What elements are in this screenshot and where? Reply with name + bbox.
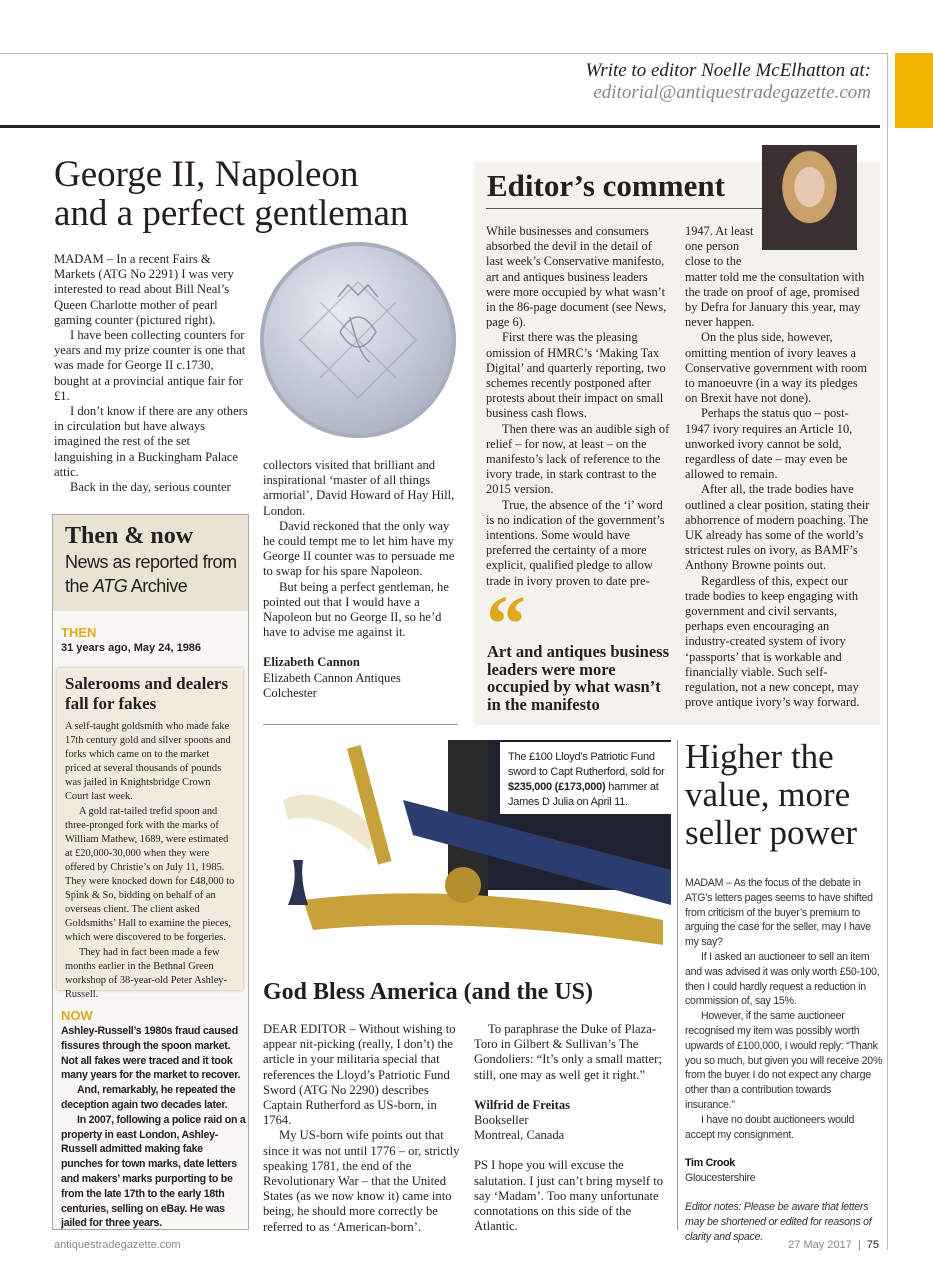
paragraph: First there was the pleasing omission of HMRC’s ‘Making Tax Digital’ and quarterly reporting, two schemes recently postponed after protests about their impact on small business cash flows.: [486, 330, 666, 421]
paragraph: However, if the same auctioneer recognised my item was possibly worth upwards of £100,000, I would reply: “Thank you so much, but given you will receive 20% from the buyer I do not expect any charge other than a contribution towards insurance.”: [685, 1010, 883, 1111]
quote-mark-icon: “: [486, 581, 526, 669]
clipping-body: [65, 720, 235, 1002]
editor-email[interactable]: editorial@antiquestradegazette.com: [593, 82, 871, 103]
letter3-headline: Higher the value, more seller power: [685, 737, 858, 852]
letter1-col1: [54, 252, 249, 495]
paragraph: MADAM – In a recent Fairs & Markets (ATG No 2291) I was very interested to read about Bill Neal’s Queen Charlotte mother of pearl gaming counter (pictured right).: [54, 252, 234, 327]
paragraph: David reckoned that the only way he could tempt me to let him have my George II counter was to persuade me to swap for his spare Napoleon.: [263, 518, 455, 579]
paragraph: While businesses and consumers absorbed the devil in the detail of last week’s Conservative manifesto, art and antiques business leaders were more occupied by what wasn’t in the 86-page document (see News, page 6).: [486, 224, 667, 330]
text-line: 1947. At least: [685, 224, 754, 238]
caption-text: The £100 Lloyd’s Patriotic Fund sword to Capt Rutherford, sold for: [508, 751, 665, 778]
signature-role: Bookseller: [474, 1113, 529, 1128]
paragraph: A gold rat-tailed trefid spoon and three-pronged fork with the marks of William Mathew, 1689, were estimated at £20,000-30,000 when they were offered by Christie’s on July 11, 1985. They were knocked down for £48,000 to Spink & So, bidding on behalf of an overseas client. The client asked Goldsmiths’ Hall to examine the pieces, which were discovered to be forgeries.: [65, 805, 235, 944]
letter1-col2: [263, 458, 460, 701]
paragraph: Regardless of this, expect our trade bodies to keep engaging with government and civil servants, perhaps even encouraging an industry-created system of ivory ‘passports’ that is workable and financially viable. Such self-regulation, not a new concept, may prove antique ivory’s way forward.: [685, 573, 860, 710]
headline-line: George II, Napoleon: [54, 154, 359, 195]
paragraph: Perhaps the status quo – post-1947 ivory requires an Article 10, unworked ivory cannot be sold, regardless of date – may even be allowed to remain.: [685, 406, 853, 482]
footer-page-info: [788, 1239, 879, 1251]
pull-quote: Art and antiques business leaders were more occupied by what wasn’t in the manifesto: [487, 642, 670, 714]
paragraph: collectors visited that brilliant and inspirational ‘master of all things armorial’, David Howard of Hay Hill, London.: [263, 458, 455, 518]
text-line: one person: [685, 239, 740, 254]
paragraph: MADAM – As the focus of the debate in ATG’s letters pages seems to have shifted from criticism of the buyer’s premium to arguing the case for the seller, may I have my say?: [685, 877, 873, 949]
subtitle-text: the: [65, 576, 94, 596]
paragraph: matter told me the consultation with the trade on proof of age, promised by Defra for January this year, may never happen.: [685, 269, 865, 330]
then-now-header: [53, 515, 248, 611]
then-label: THEN: [61, 625, 97, 640]
contact-line: Write to editor Noelle McElhatton at:: [585, 60, 871, 81]
paragraph: After all, the trade bodies have outlined a clear position, stating their abhorrence of modern poaching. The UK already has some of the world’s strictest rules on ivory, as BAMF’s Anthony Browne points out.: [685, 482, 870, 573]
issue-date: 27 May 2017: [788, 1239, 852, 1251]
paragraph: Ashley-Russell’s 1980s fraud caused fissures through the spoon market. Not all fakes were traced and it took many years for the market to recover.: [61, 1025, 241, 1082]
sword-caption: [508, 750, 668, 810]
then-now-subtitle: [65, 550, 248, 598]
news-clipping: [57, 668, 243, 1000]
letter3-body: [685, 876, 883, 1244]
paragraph: Then there was an audible sigh of relief – for now, at least – on the manifesto’s lack of reference to the ivory trade, in stark contrast to the 2015 version.: [486, 421, 670, 497]
editor-contact: [586, 60, 871, 104]
paragraph: On the plus side, however, omitting mention of ivory leaves a Conservative government with room to manoeuvre (in a way its pledges on Brexit have not done).: [685, 330, 868, 406]
coin-monogram-icon: [260, 242, 456, 438]
title-rule: [486, 208, 762, 209]
signature: Elizabeth Cannon: [263, 655, 360, 670]
paragraph: I have no doubt auctioneers would accept my consignment.: [685, 1113, 855, 1141]
editor-comment-title: Editor’s comment: [487, 168, 725, 203]
signature: Tim Crook: [685, 1157, 735, 1170]
subtitle-line: News as reported from: [65, 552, 237, 572]
paragraph: And, remarkably, he repeated the deception again two decades later.: [61, 1084, 236, 1111]
right-border: [887, 53, 888, 1250]
paragraph: In 2007, following a police raid on a property in east London, Ashley-Russell admitted making fake punches for town marks, date letters and makers’ marks purporting to be from the late 17th to the early 18th centuries, selling on eBay. He was jailed for three years.: [61, 1113, 246, 1230]
header-rule: [0, 125, 880, 128]
column-divider: [677, 740, 678, 1230]
subtitle-text: Archive: [127, 576, 188, 596]
separator: |: [857, 1239, 861, 1251]
paragraph: They had in fact been made a few months earlier in the Bethnal Green workshop of 38-year-old Peter Ashley-Russell.: [65, 946, 227, 1000]
paragraph: True, the absence of the ‘i’ word is no indication of the government’s intentions. Some would have preferred the certainty of a more explicit, qualified pledge to allow trade in ivory proven to date pre-: [486, 497, 665, 588]
letter2-col2: [474, 1022, 672, 1234]
page-number: 75: [866, 1239, 879, 1251]
editor-col1: [486, 224, 670, 589]
section-tab: [895, 53, 933, 128]
clipping-title: Salerooms and dealers fall for fakes: [65, 674, 229, 713]
then-now-title: Then & now: [65, 523, 194, 549]
signature-business: Elizabeth Cannon Antiques: [263, 670, 401, 685]
editor-col2: [685, 224, 870, 711]
divider: [263, 724, 458, 725]
now-label: NOW: [61, 1008, 93, 1023]
paragraph: A self-taught goldsmith who made fake 17th century gold and silver spoons and forks which came on to the market priced at several thousands of pounds was jailed in Knightsbridge Crown Court last week.: [65, 721, 231, 803]
footer-site[interactable]: antiquestradegazette.com: [54, 1239, 181, 1251]
letter2-headline: God Bless America (and the US): [263, 979, 593, 1005]
editor-note: Editor notes: Please be aware that letters may be shortened or edited for reasons of clarity and space.: [685, 1200, 872, 1243]
paragraph: DEAR EDITOR – Without wishing to appear nit-picking (really, I don’t) the article in your militaria special that references the Lloyd’s Patriotic Fund Sword (ATG No 2290) describes Captain Rutherford as US-born, in 1764.: [263, 1022, 456, 1128]
paragraph: To paraphrase the Duke of Plaza-Toro in Gilbert & Sullivan’s The Gondoliers: “It’s only a small matter; still, one may as well get it right.”: [474, 1022, 662, 1082]
letter1-headline: [54, 155, 408, 233]
then-date: 31 years ago, May 24, 1986: [61, 642, 202, 654]
text-line: close to the: [685, 254, 742, 269]
subtitle-italic: ATG: [93, 576, 128, 596]
headline-line: and a perfect gentleman: [54, 193, 409, 234]
signature: Wilfrid de Freitas: [474, 1097, 571, 1112]
paragraph: I don’t know if there are any others in circulation but have always imagined the rest of the set languishing in a Buckingham Palace attic.: [54, 404, 248, 479]
caption-text: hammer at James D Julia on April 11.: [508, 781, 659, 808]
paragraph: Back in the day, serious counter: [70, 480, 231, 495]
signature-location: Gloucestershire: [685, 1172, 756, 1185]
coin-image: [260, 242, 456, 438]
subtitle-line: [65, 574, 248, 598]
paragraph: I have been collecting counters for years and my prize counter is one that was made for George II c.1730, bought at a provincial antique fair for £1.: [54, 328, 246, 403]
paragraph: But being a perfect gentleman, he pointed out that I would have a Napoleon but no George II, so he’d have to advise me against it.: [263, 579, 449, 640]
postscript: PS I hope you will excuse the salutation. I just can’t bring myself to say ‘Madam’. Too many unfortunate connotations on this side of the Atlantic.: [474, 1158, 663, 1234]
now-body: [61, 1024, 246, 1231]
letter2-col1: [263, 1022, 463, 1235]
signature-location: Montreal, Canada: [474, 1128, 565, 1143]
caption-price: $235,000 (£173,000): [508, 781, 606, 793]
signature-location: Colchester: [263, 685, 317, 700]
paragraph: If I asked an auctioneer to sell an item and was advised it was only worth £50-100, then I could hardly request a reduction in commission of, say 15%.: [685, 950, 880, 1008]
paragraph: My US-born wife points out that since it was not until 1776 – or, strictly speaking 1781, the end of the Revolutionary War – that the United States (as we now know it) came into being, he should more correctly be referred to as ‘American-born’.: [263, 1128, 460, 1234]
top-border: [0, 53, 888, 54]
